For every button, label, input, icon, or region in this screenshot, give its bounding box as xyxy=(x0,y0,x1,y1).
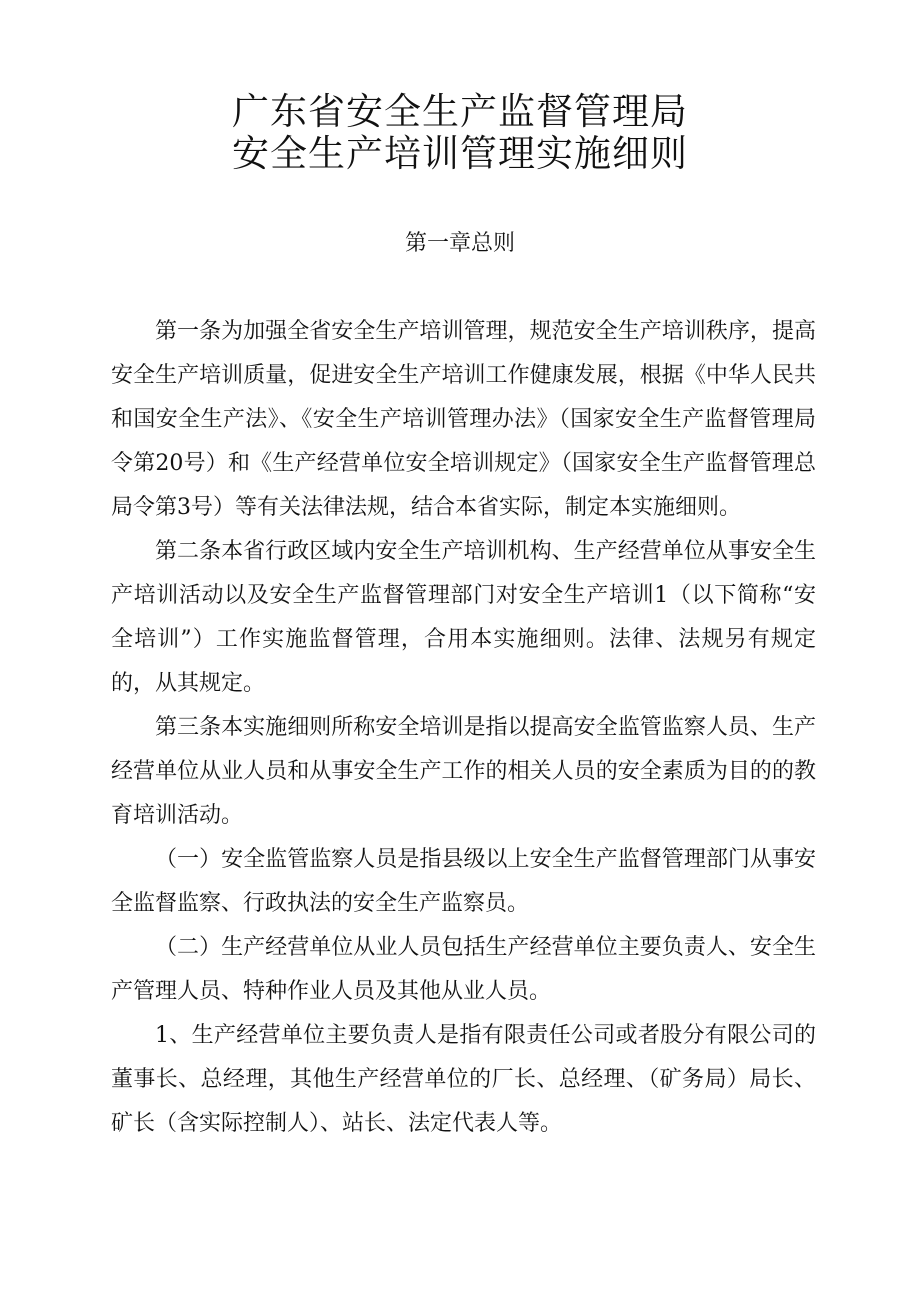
paragraph-article-2: 第二条本省行政区域内安全生产培训机构、生产经营单位从事安全生产培训活动以及安全生产监督管理部门对安全生产培训1（以下简称“安全培训”）工作实施监督管理，合用本实施细则。法律、法规另有规定的，从其规定。 xyxy=(111,539,816,696)
document-body xyxy=(111,310,816,1146)
document-title-line-2: 安全生产培训管理实施细则 xyxy=(232,132,688,175)
chapter-heading: 第一章总则 xyxy=(404,231,515,256)
paragraph-article-3: 第三条本实施细则所称安全培训是指以提高安全监管监察人员、生产经营单位从业人员和从事安全生产工作的相关人员的安全素质为目的的教育培训活动。 xyxy=(111,715,816,828)
paragraph-subitem-1: 1、生产经营单位主要负责人是指有限责任公司或者股分有限公司的董事长、总经理，其他生产经营单位的厂长、总经理、（矿务局）局长、矿长（含实际控制人）、站长、法定代表人等。 xyxy=(111,1023,816,1136)
paragraph-item-2: （二）生产经营单位从业人员包括生产经营单位主要负责人、安全生产管理人员、特种作业人员及其他从业人员。 xyxy=(111,935,816,1004)
document-title-line-1: 广东省安全生产监督管理局 xyxy=(232,90,688,133)
paragraph-item-1: （一）安全监管监察人员是指县级以上安全生产监督管理部门从事安全监督监察、行政执法的安全生产监察员。 xyxy=(111,847,816,916)
paragraph-article-1: 第一条为加强全省安全生产培训管理，规范安全生产培训秩序，提高安全生产培训质量，促进安全生产培训工作健康发展，根据《中华人民共和国安全生产法》、《安全生产培训管理办法》（国家安全生产监督管理局令第20号）和《生产经营单位安全培训规定》（国家安全生产监督管理总局令第3号）等有关法律法规，结合本省实际，制定本实施细则。 xyxy=(111,319,816,520)
